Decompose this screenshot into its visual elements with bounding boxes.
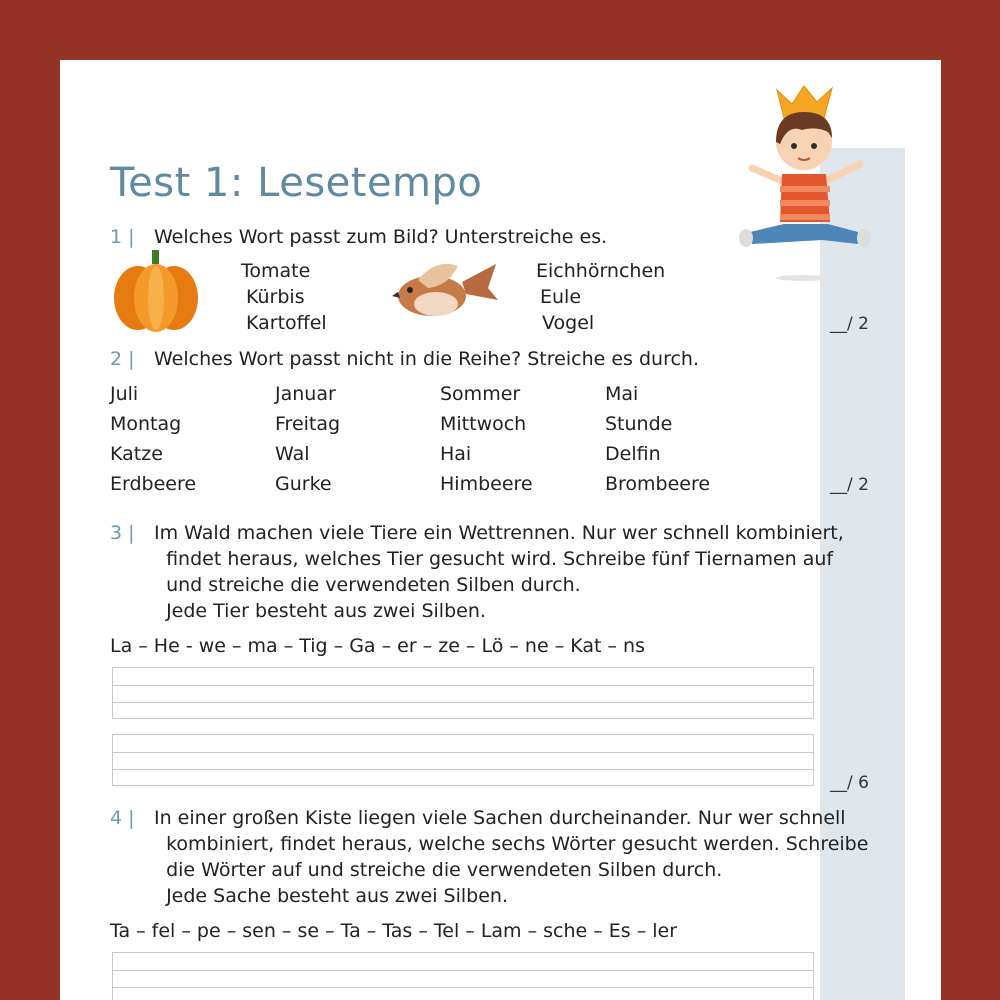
- word-option[interactable]: Delfin: [605, 443, 661, 465]
- writing-lines[interactable]: [112, 667, 814, 719]
- word-option[interactable]: Sommer: [440, 383, 521, 405]
- task-3-syllables: La – He - we – ma – Tig – Ga – er – ze – Lö – ne – Kat – ns: [110, 635, 645, 657]
- bird-icon: [392, 258, 500, 324]
- word-option[interactable]: Himbeere: [440, 473, 533, 495]
- word-option[interactable]: Kartoffel: [246, 312, 327, 334]
- task-1-number: 1 |: [110, 226, 135, 248]
- word-option[interactable]: Mai: [605, 383, 639, 405]
- word-option[interactable]: Vogel: [542, 312, 595, 334]
- score-task-2: __/ 2: [830, 475, 869, 495]
- task-3-number: 3 |: [110, 522, 135, 544]
- task-4-number: 4 |: [110, 807, 135, 829]
- task-2-number: 2 |: [110, 348, 135, 370]
- task-2-instruction: Welches Wort passt nicht in die Reihe? Streiche es durch.: [154, 348, 699, 370]
- word-option[interactable]: Erdbeere: [110, 473, 197, 495]
- score-task-1: __/ 2: [830, 314, 869, 334]
- task-3-instruction: Im Wald machen viele Tiere ein Wettrennen. Nur wer schnell kombiniert, findet heraus, welches Tier gesucht wird. Schreibe fünf Tiernamen auf und streiche die verwendeten Silben durch. Jede Tier besteht aus zwei Silben.: [154, 522, 844, 622]
- task-1-instruction: Welches Wort passt zum Bild? Unterstreiche es.: [154, 226, 608, 248]
- score-task-3: __/ 6: [830, 773, 869, 793]
- word-option[interactable]: Januar: [275, 383, 336, 405]
- writing-lines[interactable]: [112, 734, 814, 786]
- word-option[interactable]: Tomate: [241, 260, 311, 282]
- boy-with-crown-illustration: [732, 82, 872, 282]
- word-option[interactable]: Kürbis: [246, 286, 305, 308]
- page-title: Test 1: Lesetempo: [110, 160, 483, 206]
- pumpkin-icon: [110, 250, 202, 334]
- word-option[interactable]: Gurke: [275, 473, 332, 495]
- word-option[interactable]: Eichhörnchen: [536, 260, 666, 282]
- task-4-instruction: In einer großen Kiste liegen viele Sachen durcheinander. Nur wer schnell kombiniert, findet heraus, welche sechs Wörter gesucht werden. Schreibe die Wörter auf und streiche die verwendeten Silben durch. Jede Sache besteht aus zwei Silben.: [154, 807, 869, 907]
- worksheet: [60, 60, 941, 1000]
- writing-lines[interactable]: [112, 952, 814, 1000]
- word-option[interactable]: Wal: [275, 443, 310, 465]
- word-option[interactable]: Juli: [110, 383, 139, 405]
- word-option[interactable]: Brombeere: [605, 473, 711, 495]
- word-option[interactable]: Freitag: [275, 413, 341, 435]
- word-option[interactable]: Eule: [540, 286, 582, 308]
- word-option[interactable]: Hai: [440, 443, 472, 465]
- word-option[interactable]: Mittwoch: [440, 413, 527, 435]
- task-4-syllables: Ta – fel – pe – sen – se – Ta – Tas – Tel – Lam – sche – Es – ler: [110, 920, 678, 942]
- word-option[interactable]: Katze: [110, 443, 163, 465]
- word-option[interactable]: Stunde: [605, 413, 673, 435]
- word-option[interactable]: Montag: [110, 413, 182, 435]
